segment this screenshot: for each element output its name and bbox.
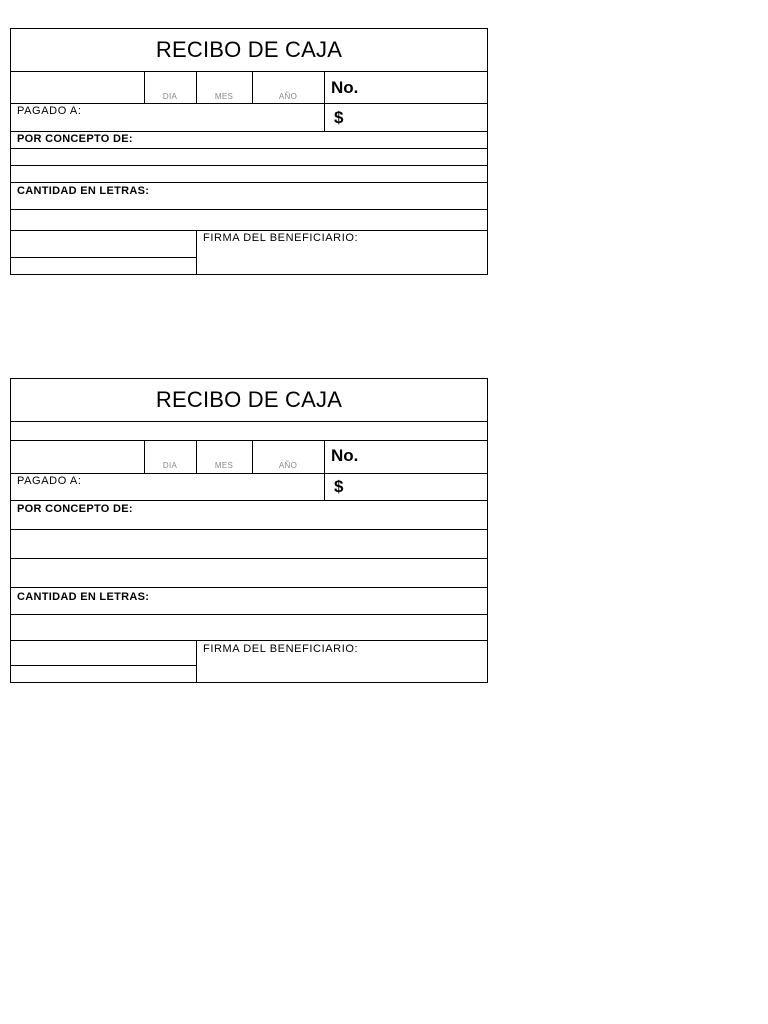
divider (11, 148, 487, 149)
divider (11, 131, 487, 132)
divider (11, 529, 487, 530)
signature-label: FIRMA DEL BENEFICIARIO: (203, 643, 359, 655)
currency-symbol: $ (334, 477, 344, 496)
day-label: DIA (162, 461, 178, 470)
concept-label: POR CONCEPTO DE: (17, 133, 133, 145)
divider (11, 473, 487, 474)
divider (11, 440, 487, 441)
divider (11, 587, 487, 588)
year-label: AÑO (278, 92, 298, 101)
divider (11, 165, 487, 166)
amount-words-label: CANTIDAD EN LETRAS: (17, 185, 150, 197)
paid-to-label: PAGADO A: (17, 475, 82, 487)
year-label: AÑO (278, 461, 298, 470)
divider (11, 558, 487, 559)
month-label: MES (214, 92, 234, 101)
divider (196, 230, 197, 275)
receipt-title: RECIBO DE CAJA (155, 37, 343, 62)
receipt-number-label: No. (331, 78, 359, 97)
divider (324, 440, 325, 500)
divider (11, 500, 487, 501)
divider (11, 640, 487, 641)
receipt-1 (10, 28, 488, 275)
day-label: DIA (162, 92, 178, 101)
amount-words-label: CANTIDAD EN LETRAS: (17, 591, 150, 603)
concept-label: POR CONCEPTO DE: (17, 503, 133, 515)
month-label: MES (214, 461, 234, 470)
divider (11, 257, 196, 258)
divider (11, 209, 487, 210)
divider (11, 665, 196, 666)
divider (196, 640, 197, 683)
paid-to-label: PAGADO A: (17, 105, 82, 117)
receipt-2 (10, 378, 488, 683)
divider (11, 103, 487, 104)
divider (11, 182, 487, 183)
divider (324, 71, 325, 131)
receipt-number-label: No. (331, 446, 359, 465)
currency-symbol: $ (334, 108, 344, 127)
divider (11, 614, 487, 615)
signature-label: FIRMA DEL BENEFICIARIO: (203, 232, 359, 244)
divider (11, 71, 487, 72)
receipt-title: RECIBO DE CAJA (155, 387, 343, 412)
divider (11, 421, 487, 422)
divider (11, 230, 487, 231)
